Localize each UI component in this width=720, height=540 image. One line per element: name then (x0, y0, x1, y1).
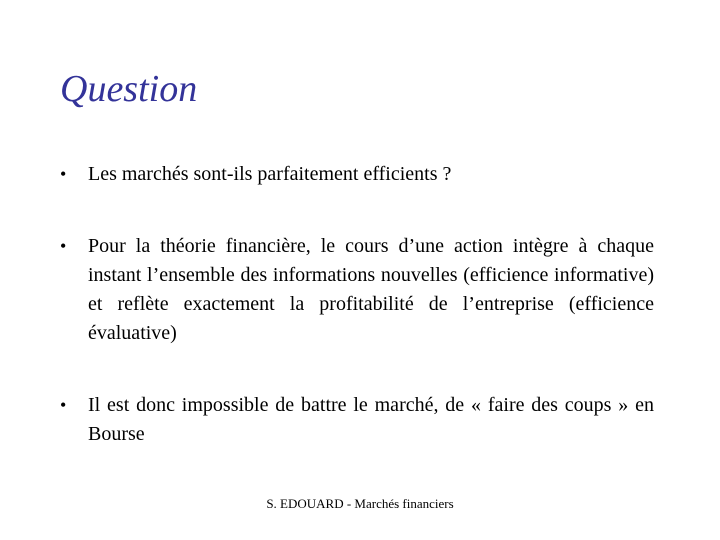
slide-title: Question (60, 68, 198, 110)
bullet-text: Les marchés sont-ils parfaitement efficients ? (88, 163, 452, 185)
bullet-text: Il est donc impossible de battre le marché, de « faire des coups » en Bourse (88, 394, 654, 445)
bullet-text: Pour la théorie financière, le cours d’une action intègre à chaque instant l’ensemble des informations nouvelles (efficience informative) et reflète exactement la profitabilité de l’entreprise (efficience évaluative) (88, 235, 654, 344)
bullet-item (60, 391, 654, 449)
bullet-item (60, 232, 654, 348)
bullet-marker: • (60, 164, 67, 184)
bullet-item (60, 160, 654, 189)
slide-footer: S. EDOUARD - Marchés financiers (266, 496, 454, 511)
bullet-marker: • (60, 236, 67, 256)
bullet-list (60, 160, 654, 449)
bullet-marker: • (60, 395, 67, 415)
